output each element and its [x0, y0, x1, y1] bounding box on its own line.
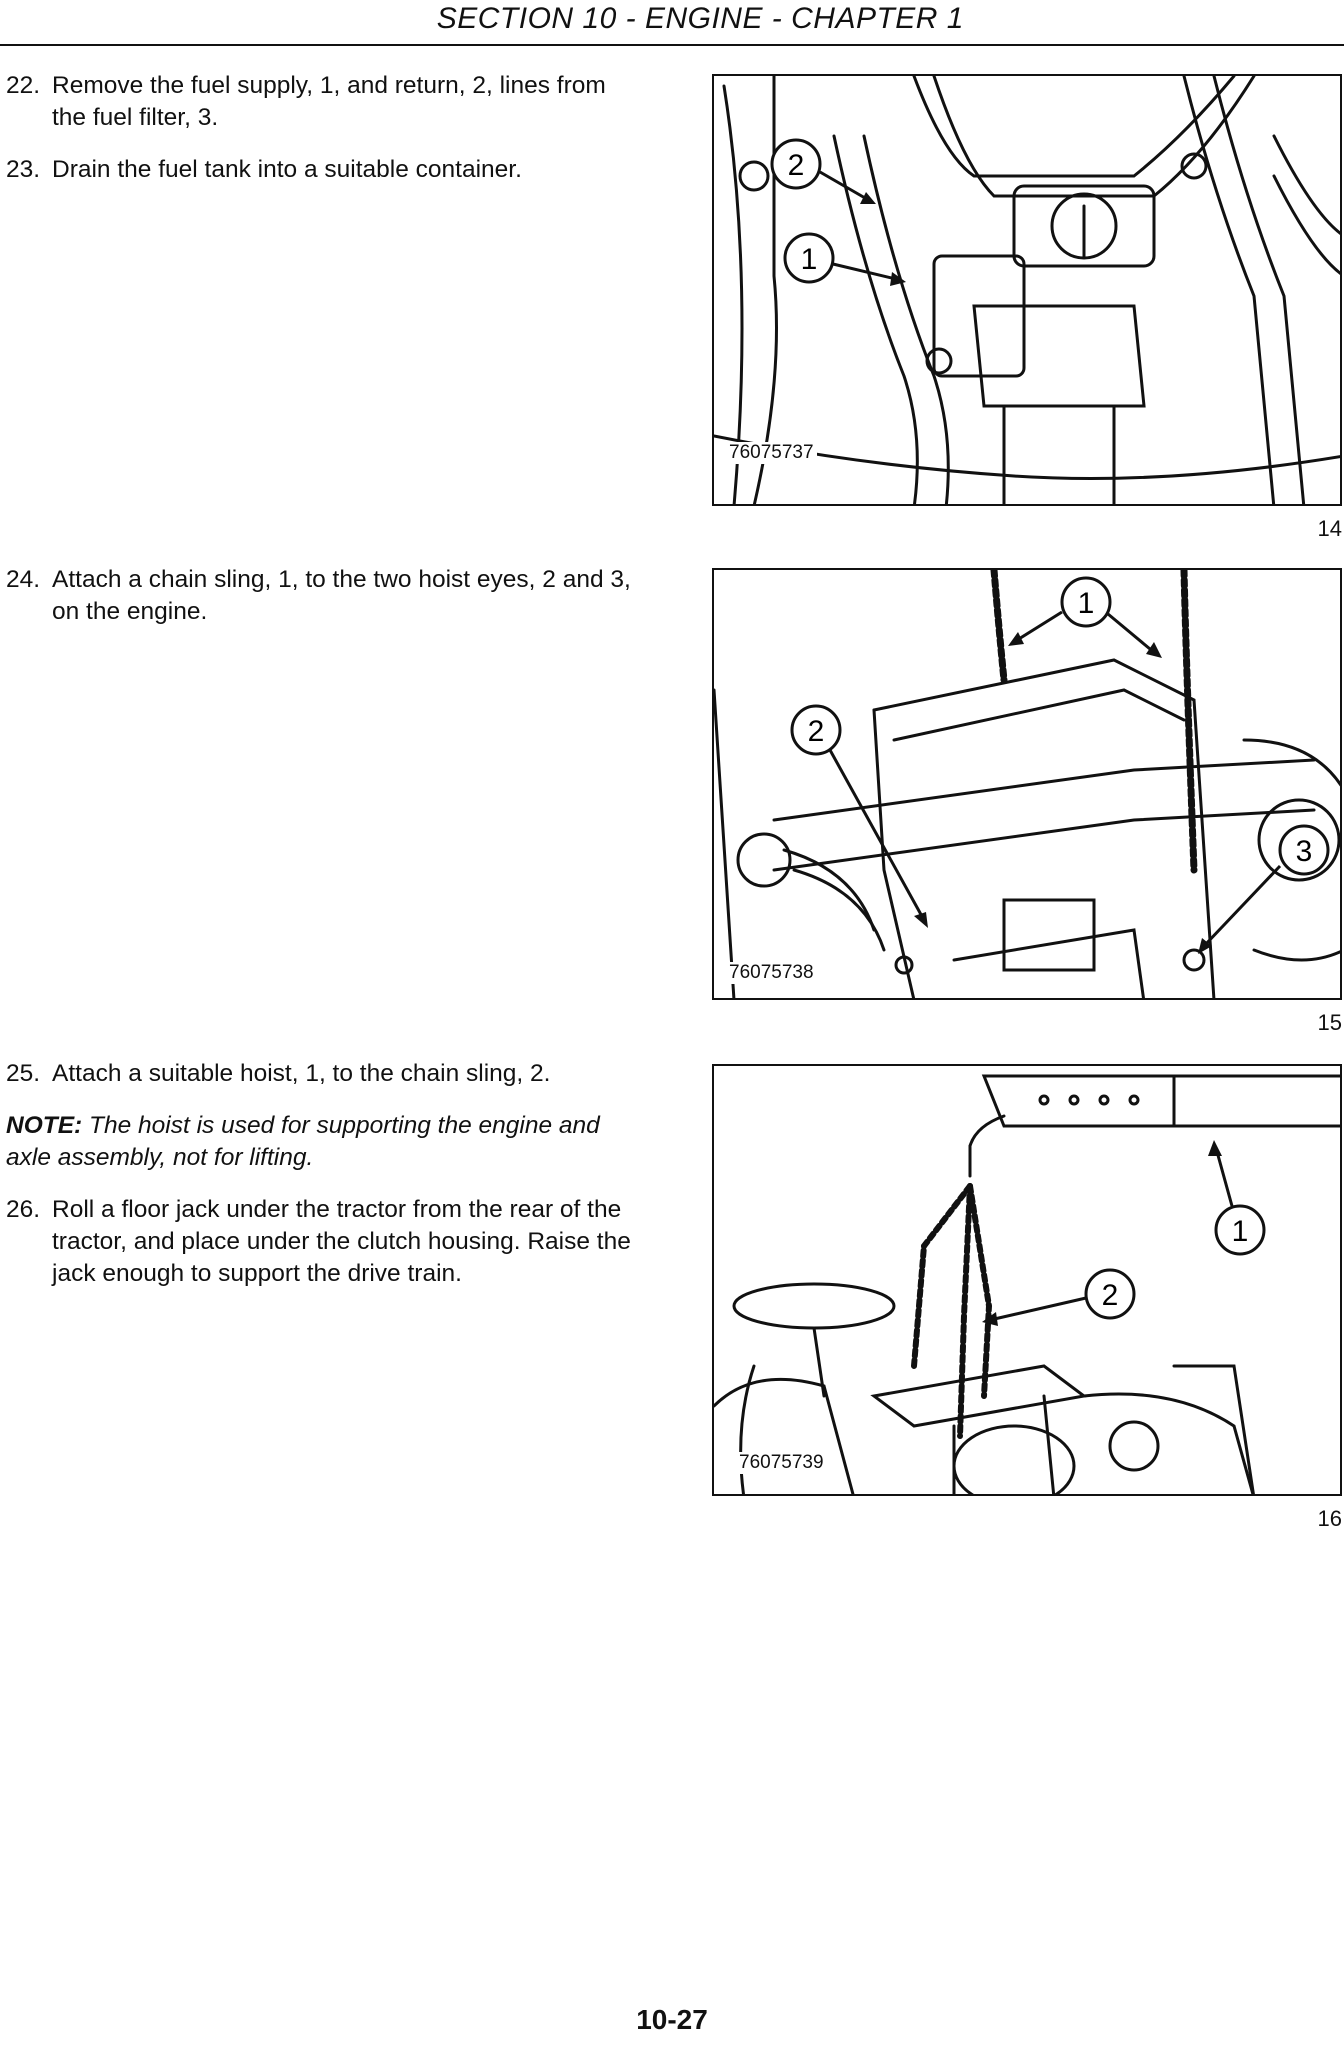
step-23 — [6, 154, 646, 186]
figure-number: 15 — [1317, 1010, 1342, 1035]
figure-code: 76075739 — [736, 1452, 827, 1474]
step-number: 22. — [6, 72, 41, 99]
step-text: Attach a chain sling, 1, to the two hoist eyes, 2 and 3, on the engine. — [52, 566, 631, 625]
steps-block-3 — [6, 1058, 646, 1310]
note-text: The hoist is used for supporting the engine and axle assembly, not for lifting. — [6, 1112, 600, 1171]
header-rule — [0, 44, 1344, 46]
step-text: Drain the fuel tank into a suitable container. — [52, 156, 522, 183]
step-number: 26. — [6, 1196, 41, 1223]
step-25 — [6, 1058, 646, 1090]
step-text: Remove the fuel supply, 1, and return, 2, lines from the fuel filter, 3. — [52, 72, 606, 131]
chain-sling-illustration — [714, 570, 1342, 1000]
step-text: Roll a floor jack under the tractor from the rear of the tractor, and place under the clutch housing. Raise the jack enough to support the drive train. — [52, 1196, 631, 1287]
callout-1 — [785, 234, 906, 286]
figure-fuel-filter — [712, 74, 1342, 506]
svg-text:2: 2 — [807, 715, 825, 748]
note — [6, 1110, 646, 1174]
page-header — [0, 0, 1344, 48]
note-label: NOTE: — [6, 1112, 83, 1139]
step-number: 23. — [6, 156, 41, 183]
svg-text:1: 1 — [800, 243, 818, 276]
figure-chain-sling — [712, 568, 1342, 1000]
figure-hoist — [712, 1064, 1342, 1496]
figure-code: 76075737 — [726, 442, 817, 464]
page-number: 10-27 — [636, 2004, 708, 2035]
callout-2 — [982, 1270, 1134, 1326]
figure-number: 14 — [1317, 516, 1342, 541]
step-26 — [6, 1194, 646, 1290]
step-number: 24. — [6, 566, 41, 593]
figure-number: 16 — [1317, 1506, 1342, 1531]
svg-text:2: 2 — [1101, 1279, 1119, 1312]
svg-text:2: 2 — [787, 149, 805, 182]
step-text: Attach a suitable hoist, 1, to the chain sling, 2. — [52, 1060, 551, 1087]
svg-text:1: 1 — [1077, 587, 1095, 620]
steps-block-1 — [6, 70, 646, 206]
callout-3 — [1198, 826, 1328, 954]
step-22 — [6, 70, 646, 134]
steps-block-2 — [6, 564, 646, 648]
callout-2 — [772, 140, 876, 204]
callout-1 — [1208, 1140, 1264, 1254]
svg-text:3: 3 — [1295, 835, 1313, 868]
svg-text:1: 1 — [1231, 1215, 1249, 1248]
step-number: 25. — [6, 1060, 41, 1087]
callout-1 — [1008, 578, 1162, 658]
step-24 — [6, 564, 646, 628]
figure-code: 76075738 — [726, 962, 817, 984]
hoist-illustration — [714, 1066, 1342, 1496]
section-title: SECTION 10 - ENGINE - CHAPTER 1 — [436, 2, 964, 35]
callout-2 — [792, 706, 928, 928]
